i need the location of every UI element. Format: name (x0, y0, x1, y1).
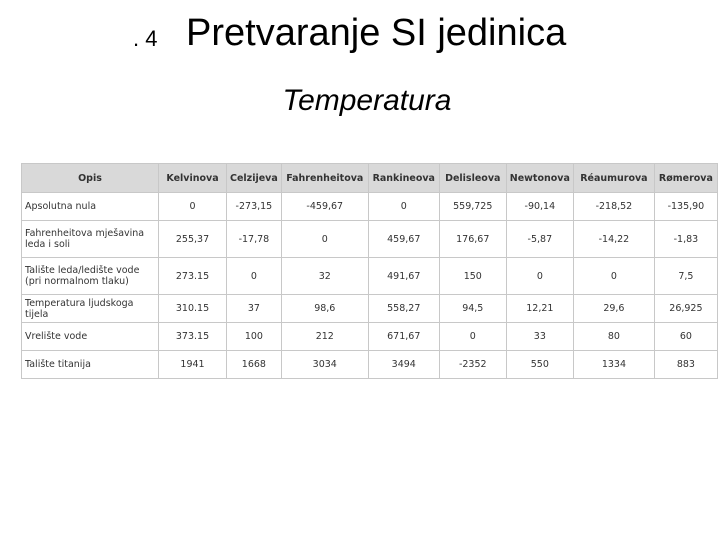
column-header: Rømerova (654, 164, 717, 193)
table-cell: Fahrenheitova mješavina leda i soli (22, 221, 159, 258)
table-cell: 176,67 (439, 221, 506, 258)
table-cell: 94,5 (439, 295, 506, 323)
table-cell: 0 (159, 193, 227, 221)
table-cell: 0 (506, 258, 573, 295)
column-header: Delisleova (439, 164, 506, 193)
table-cell: -2352 (439, 351, 506, 379)
table-cell: 0 (281, 221, 368, 258)
table-cell: 558,27 (368, 295, 439, 323)
column-header: Rankineova (368, 164, 439, 193)
table-cell: 3034 (281, 351, 368, 379)
table-cell: 0 (227, 258, 282, 295)
table-cell: 883 (654, 351, 717, 379)
slide-title: Pretvaranje SI jedinica (186, 12, 567, 54)
table-cell: -14,22 (573, 221, 654, 258)
table-cell: Temperatura ljudskoga tijela (22, 295, 159, 323)
table-cell: 32 (281, 258, 368, 295)
table-cell: 550 (506, 351, 573, 379)
table-cell: 26,925 (654, 295, 717, 323)
table-cell: 100 (227, 323, 282, 351)
table-row (22, 295, 718, 323)
table-cell: 1668 (227, 351, 282, 379)
table-cell: 98,6 (281, 295, 368, 323)
table-cell: 1941 (159, 351, 227, 379)
column-header: Kelvinova (159, 164, 227, 193)
column-header: Fahrenheitova (281, 164, 368, 193)
table-cell: -5,87 (506, 221, 573, 258)
table-cell: 150 (439, 258, 506, 295)
table-cell: 0 (368, 193, 439, 221)
table-cell: 0 (439, 323, 506, 351)
table-row (22, 258, 718, 295)
table-cell: 0 (573, 258, 654, 295)
slide-heading (0, 8, 720, 58)
column-header: Réaumurova (573, 164, 654, 193)
table-cell: 33 (506, 323, 573, 351)
table-cell: 12,21 (506, 295, 573, 323)
column-header: Opis (22, 164, 159, 193)
table-cell: 559,725 (439, 193, 506, 221)
table-cell: -90,14 (506, 193, 573, 221)
table-cell: -17,78 (227, 221, 282, 258)
table-cell: 3494 (368, 351, 439, 379)
table-cell: 273.15 (159, 258, 227, 295)
column-header: Newtonova (506, 164, 573, 193)
table-cell: Vrelište vode (22, 323, 159, 351)
table-cell: 671,67 (368, 323, 439, 351)
table-cell: Apsolutna nula (22, 193, 159, 221)
table-cell: 29,6 (573, 295, 654, 323)
table-cell: 255,37 (159, 221, 227, 258)
table-row (22, 323, 718, 351)
table-cell: 491,67 (368, 258, 439, 295)
table-cell: 212 (281, 323, 368, 351)
table-header-row (22, 164, 718, 193)
table-row (22, 193, 718, 221)
table-cell: -135,90 (654, 193, 717, 221)
table-cell: -273,15 (227, 193, 282, 221)
table-cell: -218,52 (573, 193, 654, 221)
table-cell: Talište leda/ledište vode (pri normalnom tlaku) (22, 258, 159, 295)
table-cell: 60 (654, 323, 717, 351)
table-row (22, 221, 718, 258)
table-cell: 37 (227, 295, 282, 323)
slide-subtitle: Temperatura (282, 84, 452, 117)
table-row (22, 351, 718, 379)
table-cell: 373.15 (159, 323, 227, 351)
table-cell: 80 (573, 323, 654, 351)
temperature-conversion-table (21, 163, 718, 379)
table-cell: 310.15 (159, 295, 227, 323)
table-cell: 459,67 (368, 221, 439, 258)
table-cell: Talište titanija (22, 351, 159, 379)
table-cell: -1,83 (654, 221, 717, 258)
column-header: Celzijeva (227, 164, 282, 193)
table-cell: 1334 (573, 351, 654, 379)
table-cell: -459,67 (281, 193, 368, 221)
section-number: . 4 (133, 26, 158, 51)
table-cell: 7,5 (654, 258, 717, 295)
